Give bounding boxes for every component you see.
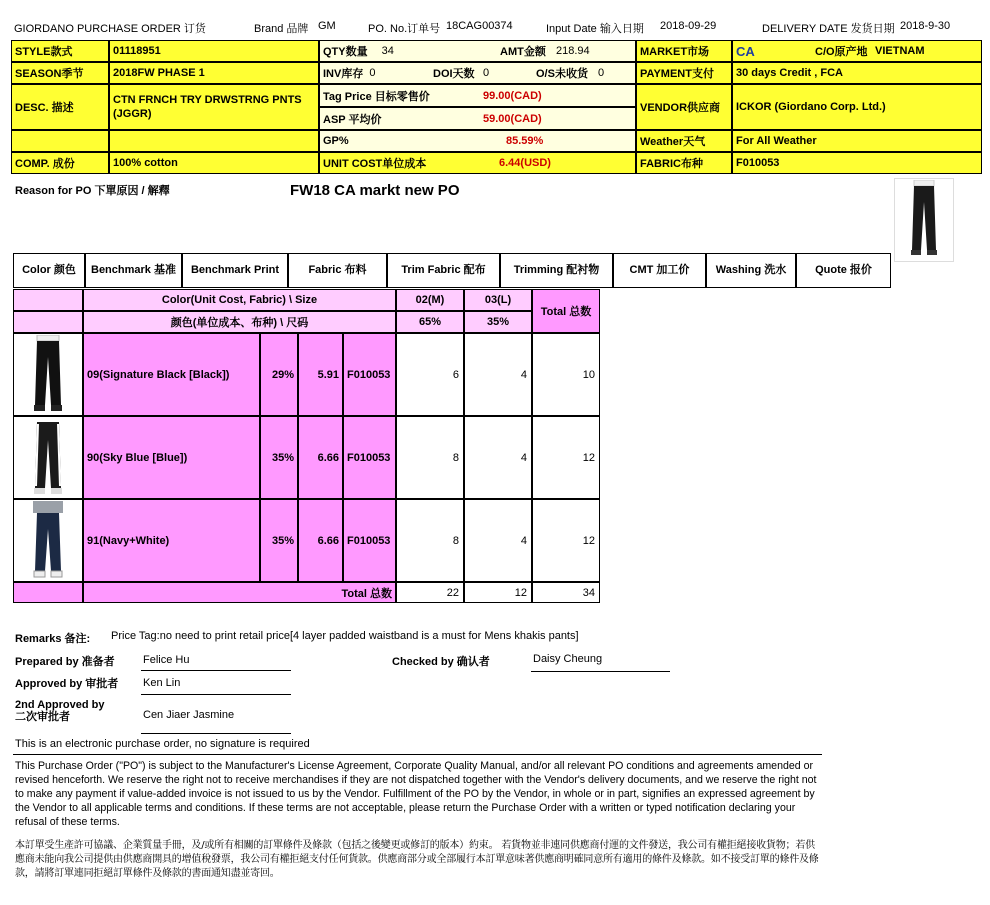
approved2-label (15, 699, 104, 723)
season-value: 2018FW PHASE 1 (109, 62, 319, 84)
reason-label: Reason for PO 下單原因 / 解釋 (15, 185, 170, 197)
asp-row (319, 107, 636, 130)
total-row-corner (13, 582, 83, 603)
comp-value: 100% cotton (109, 152, 319, 174)
reason-value: FW18 CA markt new PO (290, 182, 460, 199)
row-total: 10 (532, 333, 600, 416)
terms-chinese: 本訂單受生產許可協議、企業質量手冊，及/或所有相關的訂單條件及條款（包括之後變更或修訂的版本）約束。 若貨物並非連同供應商付運的文件發送，我公司有權拒絕接收貨物；若供應商未能向我公司提供由供應商開具的增值稅發票，我公司有權拒絕支付任何貨款。供應商部分或全部履行本訂單意味著供應商明確同意所有適用的條件及條款。如不接受訂單的條件及條款，請將訂單連同拒絕訂單條件及條款的書面通知盡並寄回。 (15, 840, 819, 879)
row-qty-l: 4 (464, 416, 532, 499)
remarks-label: Remarks 备注: (15, 633, 91, 645)
row-qty-l: 4 (464, 499, 532, 582)
os-label: O/S未收货 (536, 68, 588, 80)
pants-navy-icon (25, 501, 71, 581)
grid-corner-top (13, 289, 83, 311)
pants-black-icon (25, 335, 71, 415)
row-qty-m: 8 (396, 499, 464, 582)
grid-head-line2: 颜色(单位成本、布种) \ 尺码 (83, 311, 396, 333)
asp-value: 59.00(CAD) (483, 112, 542, 125)
qty-label: QTY数量 (323, 46, 368, 58)
sum-total: 34 (532, 582, 600, 603)
size-l-pct: 35% (464, 311, 532, 333)
tab-quote[interactable]: Quote 报价 (796, 253, 891, 288)
tab-trim-fabric[interactable]: Trim Fabric 配布 (387, 253, 500, 288)
input-date-label: Input Date 输入日期 (546, 23, 644, 35)
row-unit-cost: 5.91 (298, 333, 343, 416)
approved-value: Ken Lin (143, 677, 181, 689)
terms-english: This Purchase Order ("PO") is subject to the Manufacturer's License Agreement, Corporate Quality Manual, and/or all relevant PO conditions and agreements amended or revised henceforth. We reserve the right not to receive merchandises if they are not dispatched together with the Vendor's delivery documents, and we reserve the right not to make any payment if value-added invoice is not issued to us by the Vendor. Fulfillment of the PO by the Vendor, in whole or in part, signifies an expressed agreement by the Vendor to all applicable terms and conditions. If these terms are not acceptable, please return the Purchase Order with a written or typed notification declaring your refusal of these terms. (15, 760, 817, 828)
approved2-label-cn: 二次审批者 (15, 711, 70, 723)
delivery-date-label: DELIVERY DATE 发货日期 (762, 23, 895, 35)
total-row-label: Total 总数 (83, 582, 396, 603)
origin-value: VIETNAM (875, 45, 925, 57)
tag-price-value: 99.00(CAD) (483, 89, 542, 102)
prepared-label: Prepared by 准备者 (15, 656, 115, 668)
empty-value (109, 130, 319, 152)
prepared-line (141, 670, 291, 671)
payment-value: 30 days Credit , FCA (732, 62, 982, 84)
unit-cost-label: UNIT COST单位成本 (323, 158, 427, 170)
tab-color[interactable]: Color 颜色 (13, 253, 85, 288)
season-label: SEASON季节 (11, 62, 109, 84)
qty-value: 34 (381, 45, 394, 57)
row-color-name: 91(Navy+White) (83, 499, 260, 582)
amt-label: AMT金额 (500, 46, 546, 58)
row-percent: 35% (260, 499, 298, 582)
origin-label: C/O原产地 (815, 46, 868, 58)
row-fabric: F010053 (343, 416, 396, 499)
vendor-label: VENDOR供应商 (636, 84, 732, 130)
product-image (894, 178, 954, 262)
brand-label: Brand 品牌 (254, 23, 309, 35)
row-fabric: F010053 (343, 499, 396, 582)
row-qty-l: 4 (464, 333, 532, 416)
brand-value: GM (318, 20, 336, 32)
row-total: 12 (532, 416, 600, 499)
electronic-notice: This is an electronic purchase order, no signature is required (15, 738, 310, 750)
qty-amt-row (319, 40, 636, 62)
doi-label: DOI天数 (433, 68, 475, 80)
desc-value: CTN FRNCH TRY DRWSTRNG PNTS (JGGR) (109, 84, 319, 130)
row-percent: 29% (260, 333, 298, 416)
grid-head-line1: Color(Unit Cost, Fabric) \ Size (83, 289, 396, 311)
tab-cmt[interactable]: CMT 加工价 (613, 253, 706, 288)
style-label: STYLE款式 (11, 40, 109, 62)
approved2-line (141, 733, 291, 734)
row-fabric: F010053 (343, 333, 396, 416)
tab-benchmark-print[interactable]: Benchmark Print (182, 253, 288, 288)
remarks-value: Price Tag:no need to print retail price[4 layer padded waistband is a must for Mens khakis pants] (111, 630, 579, 642)
tab-trimming[interactable]: Trimming 配衬物 (500, 253, 613, 288)
market-row (732, 40, 982, 62)
amt-value: 218.94 (556, 45, 590, 57)
color-image-navy (13, 499, 83, 582)
size-m-label: 02(M) (396, 289, 464, 311)
po-title: GIORDANO PURCHASE ORDER 订货 (14, 23, 206, 35)
color-image-black (13, 333, 83, 416)
gp-value: 85.59% (506, 135, 544, 147)
payment-label: PAYMENT支付 (636, 62, 732, 84)
pants-striped-icon (25, 418, 71, 498)
notice-divider (13, 754, 822, 755)
os-value: 0 (598, 67, 605, 79)
row-percent: 35% (260, 416, 298, 499)
row-unit-cost: 6.66 (298, 499, 343, 582)
approved-line (141, 694, 291, 695)
desc-label: DESC. 描述 (11, 84, 109, 130)
asp-label: ASP 平均价 (323, 113, 382, 126)
size-l-label: 03(L) (464, 289, 532, 311)
approved2-value: Cen Jiaer Jasmine (143, 709, 235, 721)
unit-cost-row (319, 152, 636, 174)
inv-label: INV库存 (323, 68, 364, 80)
checked-label: Checked by 确认者 (392, 656, 490, 668)
row-qty-m: 6 (396, 333, 464, 416)
fabric-value: F010053 (732, 152, 982, 174)
inventory-row (319, 62, 636, 84)
unit-cost-value: 6.44(USD) (499, 157, 551, 169)
grid-corner-bottom (13, 311, 83, 333)
input-date-value: 2018-09-29 (660, 20, 717, 32)
tab-washing[interactable]: Washing 洗水 (706, 253, 796, 288)
empty-label (11, 130, 109, 152)
tag-price-label: Tag Price 目标零售价 (323, 90, 430, 103)
inv-value: 0 (369, 67, 376, 79)
sum-qty-l: 12 (464, 582, 532, 603)
checked-line (531, 671, 670, 672)
gp-label: GP% (323, 135, 349, 147)
pants-black-icon (904, 180, 944, 260)
style-value: 01118951 (109, 40, 319, 62)
po-number-label: PO. No.订单号 (368, 23, 441, 35)
row-color-name: 09(Signature Black [Black]) (83, 333, 260, 416)
size-m-pct: 65% (396, 311, 464, 333)
market-value: CA (736, 43, 755, 59)
gp-row (319, 130, 636, 152)
weather-label: Weather天气 (636, 130, 732, 152)
market-label: MARKET市场 (636, 40, 732, 62)
sum-qty-m: 22 (396, 582, 464, 603)
approved2-label-en: 2nd Approved by (15, 699, 105, 711)
vendor-value: ICKOR (Giordano Corp. Ltd.) (732, 84, 982, 130)
row-qty-m: 8 (396, 416, 464, 499)
total-header: Total 总数 (532, 289, 600, 333)
tag-price-row (319, 84, 636, 107)
row-color-name: 90(Sky Blue [Blue]) (83, 416, 260, 499)
row-unit-cost: 6.66 (298, 416, 343, 499)
color-image-blue (13, 416, 83, 499)
row-total: 12 (532, 499, 600, 582)
po-number-value: 18CAG00374 (446, 20, 513, 32)
doi-value: 0 (483, 67, 490, 79)
delivery-date-value: 2018-9-30 (900, 20, 951, 32)
approved-label: Approved by 审批者 (15, 678, 119, 690)
checked-value: Daisy Cheung (533, 653, 603, 665)
tab-fabric[interactable]: Fabric 布料 (288, 253, 387, 288)
tab-benchmark[interactable]: Benchmark 基准 (85, 253, 182, 288)
fabric-label: FABRIC布种 (636, 152, 732, 174)
comp-label: COMP. 成份 (11, 152, 109, 174)
weather-value: For All Weather (732, 130, 982, 152)
prepared-value: Felice Hu (143, 654, 190, 666)
